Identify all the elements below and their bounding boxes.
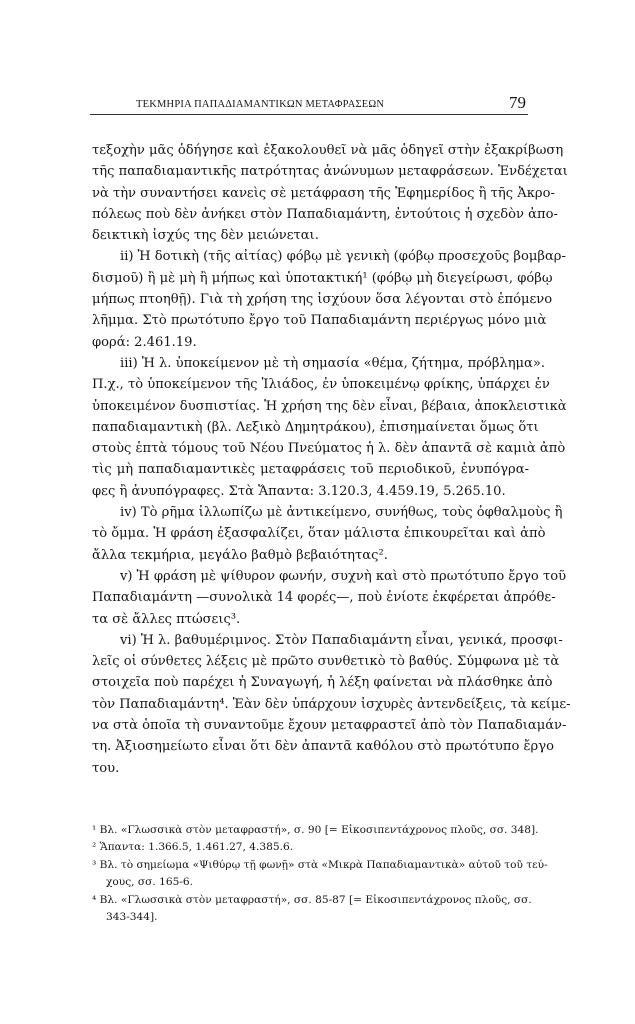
body-line: ἄλλα τεκμήρια, μεγάλο βαθμὸ βεβαιότητας². xyxy=(92,547,388,563)
body-line: φορά: 2.461.19. xyxy=(92,334,197,350)
body-line: του. xyxy=(92,760,120,776)
body-line: ii) Ἡ δοτικὴ (τῆς αἰτίας) φόβῳ μὲ γενικὴ (φόβῳ προσεχοῦς βομβαρ- xyxy=(120,249,566,265)
body-line: τεξοχὴν μᾶς ὁδήγησε καὶ ἐξακολουθεῖ νὰ μᾶς ὁδηγεῖ στὴν ἐξακρίβωση xyxy=(92,143,564,158)
body-line: τὶς μὴ παπαδιαμαντικὲς μεταφράσεις τοῦ περιοδικοῦ, ἐνυπόγρα- xyxy=(92,462,529,478)
body-line: iii) Ἡ λ. ὑποκείμενον μὲ τὴ σημασία «θέμα, ζήτημα, πρόβλημα». xyxy=(120,355,546,371)
body-line: τῆς παπαδιαμαντικῆς πατρότητας ἀνώνυμων μεταφράσεων. Ἐνδέχεται xyxy=(92,164,568,180)
footnotes xyxy=(92,822,548,926)
footnote-3-cont: χους, σσ. 165-6. xyxy=(106,876,194,889)
body-line: λῆμμα. Στὸ πρωτότυπο ἔργο τοῦ Παπαδιαμάντη περιέργως μόνο μιὰ xyxy=(92,313,547,329)
body-line: Π.χ., τὸ ὑποκείμενον τῆς Ἰλιάδος, ἐν ὑποκειμένῳ φρίκης, ὑπάρχει ἐν xyxy=(92,377,550,393)
footnote-1: ¹ Βλ. «Γλωσσικὰ στὸν μεταφραστή», σ. 90 [= Εἰκοσιπεντάχρονος πλοῦς, σσ. 348]. xyxy=(92,824,539,836)
footnote-4-cont: 343-344]. xyxy=(106,910,158,923)
body-line: φες ἢ ἀνυπόγραφες. Στὰ Ἅπαντα: 3.120.3, 4.459.19, 5.265.10. xyxy=(92,483,506,499)
header-rule xyxy=(90,114,528,115)
body-line: στοιχεῖα ποὺ παρέχει ἡ Συναγωγή, ἡ λέξη φαίνεται νὰ πλάσθηκε ἀπὸ xyxy=(92,675,553,691)
body-line: μήπως πτοηθῇ). Γιὰ τὴ χρήση της ἰσχύουν ὅσα λέγονται στὸ ἑπόμενο xyxy=(92,292,553,308)
body-line: να στὰ ὁποῖα τὴ συναντοῦμε ἔχουν μεταφραστεῖ ἀπὸ τὸν Παπαδιαμάν- xyxy=(92,718,567,734)
body-line: πόλεως ποὺ δὲν ἀνήκει στὸν Παπαδιαμάντη, ἐντούτοις ἡ σχεδὸν ἀπο- xyxy=(92,206,558,222)
body-line: iv) Τὸ ρῆμα ἰλλωπίζω μὲ ἀντικείμενο, συνήθως, τοὺς ὀφθαλμοὺς ἢ xyxy=(120,505,563,521)
body-line: vi) Ἡ λ. βαθυμέριμνος. Στὸν Παπαδιαμάντη εἶναι, γενικά, προσφι- xyxy=(120,632,563,648)
body-line: Παπαδιαμάντη —συνολικὰ 14 φορές—, ποὺ ἐνίοτε ἐκφέρεται ἀπρόθε- xyxy=(92,590,556,606)
body-line: λεῖς οἱ σύνθετες λέξεις μὲ πρῶτο συνθετικὸ τὸ βαθύς. Σύμφωνα μὲ τὰ xyxy=(92,654,560,670)
body-line: παπαδιαμαντικὴ (βλ. Λεξικὸ Δημητράκου), ἐπισημαίνεται ὅμως ὅτι xyxy=(92,419,539,435)
body-line: v) Ἡ φράση μὲ ψίθυρον φωνήν, συχνὴ καὶ στὸ πρωτότυπο ἔργο τοῦ xyxy=(120,568,567,584)
body-line: τα σὲ ἄλλες πτώσεις³. xyxy=(92,611,241,627)
running-title: ΤΕΚΜΗΡΙΑ ΠΑΠΑΔΙΑΜΑΝΤΙΚΩΝ ΜΕΤΑΦΡΑΣΕΩΝ xyxy=(136,99,385,110)
page-number: 79 xyxy=(509,93,526,112)
footnote-2: ² Ἅπαντα: 1.366.5, 1.461.27, 4.385.6. xyxy=(92,841,294,854)
body-line: νὰ τὴν συναντήσει κανεὶς σὲ μετάφραση τῆς Ἐφημερίδος ἢ τῆς Ἀκρο- xyxy=(92,185,555,201)
body-text xyxy=(92,140,571,779)
body-line: στοὺς ἑπτὰ τόμους τοῦ Νέου Πνεύματος ἡ λ. δὲν ἀπαντᾶ σὲ καμιὰ ἀπὸ xyxy=(92,441,566,457)
body-line: ὑποκειμένον δυσπιστίας. Ἡ χρήση της δὲν εἶναι, βέβαια, ἀποκλειστικὰ xyxy=(92,398,567,414)
body-line: δεικτικὴ ἰσχύς της δὲν μειώνεται. xyxy=(92,228,319,244)
body-line: τὸν Παπαδιαμάντη⁴. Ἐὰν δὲν ὑπάρχουν ἰσχυρὲς ἀντενδείξεις, τὰ κείμε- xyxy=(92,696,571,712)
body-line: τὸ ὄμμα. Ἡ φράση ἐξασφαλίζει, ὅταν μάλιστα ἐπικουρεῖται καὶ ἀπὸ xyxy=(92,526,546,542)
footnote-3: ³ Βλ. τὸ σημείωμα «Ψιθύρῳ τῇ φωνῇ» στὰ «Μικρὰ Παπαδιαμαντικὰ» αὐτοῦ τοῦ τεύ- xyxy=(92,858,548,871)
body-line: τη. Ἀξιοσημείωτο εἶναι ὅτι δὲν ἀπαντᾶ καθόλου στὸ πρωτότυπο ἔργο xyxy=(92,739,554,755)
footnote-4: ⁴ Βλ. «Γλωσσικὰ στὸν μεταφραστή», σσ. 85-87 [= Εἰκοσιπεντάχρονος πλοῦς, σσ. xyxy=(92,893,532,906)
body-line: δισμοῦ) ἢ μὲ μὴ ἢ μήπως καὶ ὑποτακτική¹ (φόβῳ μὴ διεγείρωσι, φόβῳ xyxy=(92,270,553,286)
